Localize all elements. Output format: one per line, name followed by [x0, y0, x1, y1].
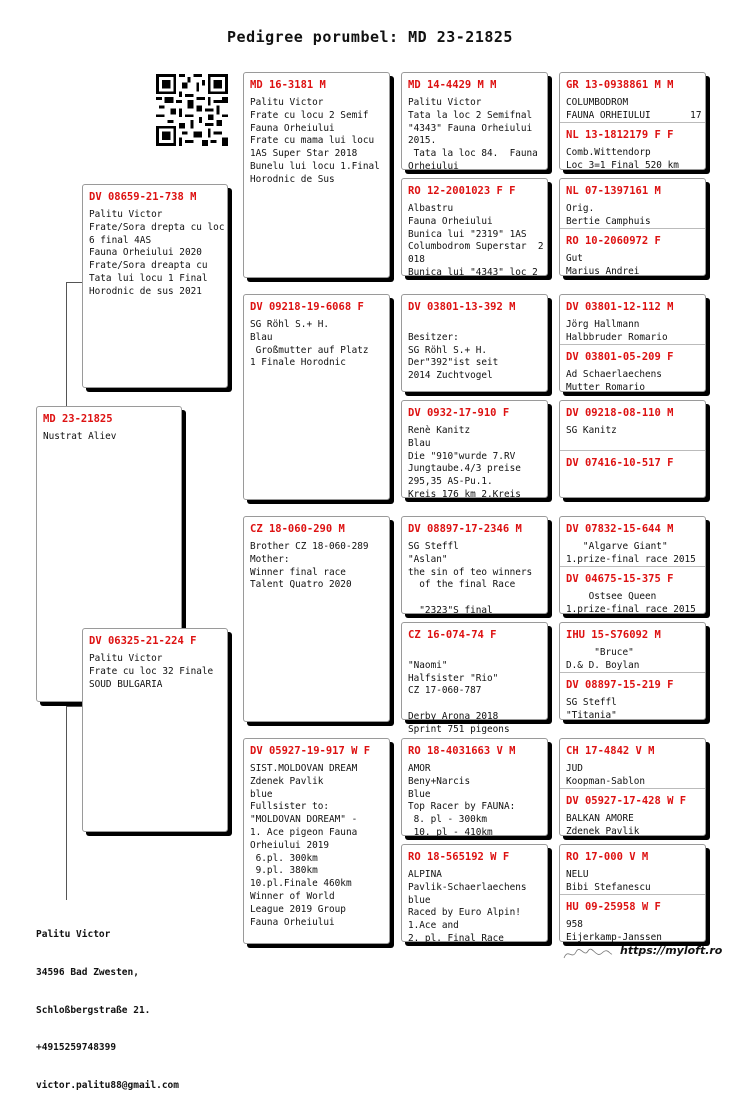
brand-link[interactable]: https://myloft.ro — [620, 944, 723, 957]
pigeon-info-line: Palitu Victor — [89, 653, 163, 664]
pedigree-card-pair[interactable] — [559, 400, 706, 498]
pigeon-ring-id: RO 18-4031663 V M — [408, 745, 516, 757]
pedigree-card-pair[interactable] — [559, 178, 706, 276]
pedigree-card-pair[interactable] — [559, 72, 706, 170]
pigeon-info-line: FAUNA ORHEIULUI 17 — [566, 109, 702, 121]
pigeon-ring-id: NL 13-1812179 F F — [566, 129, 674, 141]
pigeon-info-line: Sprint 751 pigeons — [408, 723, 510, 735]
pigeon-info-line: 295,35 AS-Pu.1. — [408, 476, 493, 488]
pigeon-ring-id: DV 08659-21-738 M — [89, 191, 197, 203]
pigeon-info-line: "Titania" — [566, 709, 617, 721]
pigeon-info-line: Besitzer: — [408, 331, 459, 343]
pigeon-info-line: Eijerkamp-Janssen — [566, 931, 662, 943]
pigeon-ring-id: MD 16-3181 M — [250, 79, 326, 91]
pigeon-ring-id: NL 07-1397161 M — [566, 185, 661, 197]
sire-card[interactable] — [82, 184, 228, 388]
pigeon-info-line: the sin of teo winners — [408, 566, 533, 578]
pigeon-info-line: Mutter Romario — [566, 381, 646, 393]
pigeon-info-line: "MOLDOVAN DOREAM" - — [250, 814, 358, 826]
pigeon-info-line: SG Steffl — [566, 697, 617, 708]
sire-section[interactable] — [560, 845, 705, 894]
grandparent-card[interactable] — [243, 738, 390, 944]
sire-section[interactable] — [560, 623, 705, 672]
pigeon-info-line: 1.prize-final race 2015 — [566, 553, 696, 565]
contact-line: 34596 Bad Zwesten, — [36, 966, 139, 978]
pigeon-info-line: Blau — [250, 331, 273, 343]
pigeon-info-line: "Algarve Giant" — [566, 541, 668, 552]
pigeon-info-line — [408, 647, 541, 660]
pigeon-ring-id: RO 12-2001023 F F — [408, 185, 516, 197]
pigeon-info-line: D.& D. Boylan — [566, 659, 640, 671]
breeder-contact — [36, 904, 179, 1105]
pigeon-info-line: JUD — [566, 763, 583, 774]
pigeon-info-line: Renè Kanitz — [408, 425, 471, 436]
great-grandparent-card[interactable] — [401, 178, 548, 276]
pigeon-info-line — [408, 592, 541, 605]
pigeon-ring-id: DV 04675-15-375 F — [566, 573, 674, 585]
pigeon-info-line: Halbbruder Romario — [566, 331, 668, 343]
tree-connector — [66, 706, 82, 707]
pigeon-info-line: 958 — [566, 919, 583, 930]
pigeon-ring-id: DV 07832-15-644 M — [566, 523, 674, 535]
qr-code — [156, 74, 228, 146]
grandparent-card[interactable] — [243, 294, 390, 500]
pigeon-info-line: Bertie Camphuis — [566, 215, 651, 227]
dam-section[interactable] — [560, 122, 705, 172]
pigeon-info-line: Orig. — [566, 203, 595, 214]
pigeon-info-line: Jörg Hallmann — [566, 319, 640, 330]
pigeon-info-line: Nustrat Aliev — [43, 431, 117, 442]
pigeon-info-line: Ostsee Queen — [566, 591, 657, 602]
pigeon-ring-id: DV 07416-10-517 F — [566, 457, 674, 469]
pigeon-ring-id: CZ 16-074-74 F — [408, 629, 497, 641]
pigeon-ring-id: RO 10-2060972 F — [566, 235, 661, 247]
pigeon-info-line: 8. pl - 300km — [408, 814, 488, 826]
pigeon-info-line: Zdenek Pavlik — [566, 825, 640, 837]
tree-connector — [66, 706, 67, 900]
pigeon-info-line: Fauna Orheiului — [250, 916, 335, 928]
pigeon-info-line: Frate cu mama lui locu — [250, 135, 375, 147]
pigeon-info-line: Columbodrom Superstar 2 — [408, 241, 544, 253]
pigeon-info-line: Die "910"wurde 7.RV — [408, 450, 516, 462]
pigeon-ring-id: CZ 18-060-290 M — [250, 523, 345, 535]
pigeon-info-line: COLUMBODROM — [566, 97, 629, 108]
grandparent-card[interactable] — [243, 72, 390, 278]
pigeon-info-line: Kreis 176 km 2.Kreis — [408, 488, 521, 500]
dam-section[interactable] — [560, 228, 705, 278]
pigeon-info-line: Raced by Euro Alpin! — [408, 907, 521, 919]
page-title: Pedigree porumbel: MD 23-21825 — [227, 28, 513, 46]
pigeon-info-line: 1AS Super Star 2018 — [250, 148, 358, 160]
pigeon-info-line: Blau — [408, 437, 431, 449]
pigeon-info-line: 1.prize-final race 2015 — [566, 603, 696, 615]
pigeon-info-line: League 2019 Group — [250, 903, 346, 915]
pigeon-info-line: Fullsister to: — [250, 801, 330, 813]
pigeon-info-line: Pavlik-Schaerlaechens — [408, 881, 527, 893]
pigeon-info-line: 10.pl.Finale 460km — [250, 878, 352, 890]
pigeon-info-line: Albastru — [408, 203, 454, 214]
pedigree-card-pair[interactable] — [559, 738, 706, 836]
pigeon-info-line: 1. Ace pigeon Fauna — [250, 826, 358, 838]
pigeon-info-line: 2015. — [408, 135, 437, 147]
pigeon-info-line: Jungtaube.4/3 preise — [408, 463, 521, 475]
pigeon-ring-id: MD 23-21825 — [43, 413, 113, 425]
pigeon-ring-id: HU 09-25958 W F — [566, 901, 661, 913]
pigeon-info-line: Horodnic de Sus — [250, 173, 335, 185]
contact-line: Palitu Victor — [36, 929, 111, 940]
sire-section[interactable] — [560, 739, 705, 788]
tree-connector — [66, 282, 82, 283]
dam-section[interactable] — [560, 894, 705, 944]
pigeon-info-line — [408, 319, 541, 332]
pigeon-ring-id: DV 08897-17-2346 M — [408, 523, 522, 535]
pigeon-info-line: Frate/Sora drepta cu loc — [89, 221, 225, 233]
signature-icon — [562, 946, 614, 962]
pigeon-info-line: SG Röhl S.+ H. — [408, 344, 488, 356]
pigeon-info-line: Orheiului — [408, 160, 459, 172]
pigeon-info-line: 1.Ace and — [408, 920, 459, 932]
pigeon-ring-id: DV 09218-08-110 M — [566, 407, 674, 419]
pigeon-info-line: SG Kanitz — [566, 425, 617, 436]
sire-section[interactable] — [560, 73, 705, 122]
dam-section[interactable] — [560, 788, 705, 838]
pigeon-info-line: Zdenek Pavlik — [250, 775, 324, 787]
pigeon-info-line: Der"392"ist seit — [408, 357, 499, 369]
pigeon-ring-id: IHU 15-S76092 M — [566, 629, 661, 641]
pigeon-info-line: 2. pl. Final Race — [408, 932, 504, 944]
pedigree-card-pair[interactable] — [559, 294, 706, 392]
tree-connector — [66, 282, 67, 408]
pigeon-info-line: Horodnic de sus 2021 — [89, 285, 202, 297]
pigeon-info-line: Frate/Sora dreapta cu — [89, 260, 208, 272]
great-grandparent-card[interactable] — [401, 738, 548, 836]
pigeon-info-line: "Aslan" — [408, 553, 448, 565]
pigeon-info-line: NELU — [566, 869, 589, 880]
pigeon-info-line: Orheiului 2019 — [250, 839, 330, 851]
pigeon-info-line: SG Steffl — [408, 541, 459, 552]
pigeon-info-line: Winner of World — [250, 890, 335, 902]
pigeon-info-line: 6.pl. 300km — [250, 852, 318, 864]
pigeon-ring-id: DV 06325-21-224 F — [89, 635, 197, 647]
great-grandparent-card[interactable] — [401, 294, 548, 392]
pigeon-ring-id: GR 13-0938861 M M — [566, 79, 674, 91]
pigeon-info-line: Derby Arona 2018 — [408, 710, 499, 722]
pigeon-info-line: Bunelu lui locu 1.Final — [250, 160, 380, 172]
pigeon-info-line: Gut — [566, 253, 583, 264]
pigeon-info-line: Mother: — [250, 553, 290, 565]
pigeon-ring-id: DV 08897-15-219 F — [566, 679, 674, 691]
sire-section[interactable] — [560, 517, 705, 566]
pigeon-info-line: Palitu Victor — [89, 209, 163, 220]
pigeon-ring-id: DV 05927-19-917 W F — [250, 745, 371, 757]
pigeon-ring-id: DV 03801-05-209 F — [566, 351, 674, 363]
pigeon-info-line: Winner final race — [250, 566, 346, 578]
pigeon-ring-id: DV 05927-17-428 W F — [566, 795, 687, 807]
dam-section[interactable] — [560, 450, 705, 500]
pigeon-info-line: 10. pl - 410km — [408, 826, 493, 838]
pigeon-info-line: 9.pl. 380km — [250, 865, 318, 877]
pigeon-ring-id: MD 14-4429 M M — [408, 79, 497, 91]
great-grandparent-card[interactable] — [401, 400, 548, 498]
great-grandparent-card[interactable] — [401, 516, 548, 614]
pigeon-info-line: blue — [250, 788, 273, 800]
pigeon-info-line: Fauna Orheiului — [408, 215, 493, 227]
pigeon-info-line: Marius Andrei — [566, 265, 640, 277]
pigeon-info-line: Palitu Victor — [408, 97, 482, 108]
great-grandparent-card[interactable] — [401, 72, 548, 170]
pigeon-info-line: "Bruce" — [566, 647, 634, 658]
pigeon-info-line: Talent Quatro 2020 — [250, 579, 352, 591]
pigeon-info-line: Frate cu loc 32 Finale — [89, 665, 214, 677]
pigeon-ring-id: DV 03801-12-112 M — [566, 301, 674, 313]
pigeon-info-line: SOUD BULGARIA — [89, 678, 163, 690]
pigeon-ring-id: DV 09218-19-6068 F — [250, 301, 364, 313]
sire-section[interactable] — [560, 179, 705, 228]
pigeon-info-line: ALPINA — [408, 869, 442, 880]
pedigree-card-pair[interactable] — [559, 844, 706, 942]
pigeon-info-line: Tata la loc 2 Semifnal — [408, 109, 533, 121]
pigeon-info-line: Frate cu locu 2 Semif — [250, 109, 369, 121]
pigeon-info-line: Top Racer by FAUNA: — [408, 801, 516, 813]
pigeon-info-line: Brother CZ 18-060-289 — [250, 541, 369, 552]
pigeon-ring-id: CH 17-4842 V M — [566, 745, 655, 757]
pigeon-info-line: Ad Schaerlaechens — [566, 369, 662, 380]
pigeon-info-line: Loc 3=1 Final 520 km — [566, 159, 679, 171]
pigeon-info-line: 2014 Zuchtvogel — [408, 370, 493, 382]
pigeon-info-line: 6 final 4AS — [89, 234, 152, 246]
pigeon-info-line — [408, 698, 541, 711]
great-grandparent-card[interactable] — [401, 622, 548, 735]
pigeon-info-line: Tata lui locu 1 Final — [89, 272, 208, 284]
pigeon-info-line: Blue — [408, 788, 431, 800]
grandparent-card[interactable] — [243, 516, 390, 722]
pigeon-info-line: Tata la loc 84. Fauna — [408, 148, 538, 160]
pigeon-info-line: Comb.Wittendorp — [566, 147, 651, 158]
pigeon-info-line: 1 Finale Horodnic — [250, 357, 346, 369]
pigeon-ring-id: DV 0932-17-910 F — [408, 407, 510, 419]
pedigree-card-pair[interactable] — [559, 516, 706, 614]
pigeon-info-line: Halfsister "Rio" — [408, 672, 499, 684]
dam-card[interactable] — [82, 628, 228, 832]
pigeon-info-line: "Naomi" — [408, 659, 448, 671]
pigeon-info-line: Bunica lui "2319" 1AS — [408, 228, 527, 240]
sire-section[interactable] — [560, 295, 705, 344]
pedigree-card-pair[interactable] — [559, 622, 706, 720]
pigeon-info-line: blue — [408, 894, 431, 906]
pigeon-info-line: SG Röhl S.+ H. — [250, 319, 330, 330]
contact-line: +4915259748399 — [36, 1042, 117, 1054]
contact-line: victor.palitu88@gmail.com — [36, 1080, 179, 1092]
pigeon-info-line: Koopman-Sablon — [566, 775, 646, 787]
dam-section[interactable] — [560, 566, 705, 616]
pigeon-info-line: 018 — [408, 254, 425, 266]
pigeon-info-line: AMOR — [408, 763, 431, 774]
pigeon-info-line: BALKAN AMORE — [566, 813, 634, 824]
contact-line: Schloßbergstraße 21. — [36, 1004, 151, 1016]
dam-section[interactable] — [560, 672, 705, 722]
pigeon-info-line: Bibi Stefanescu — [566, 881, 651, 893]
pigeon-info-line: Fauna Orheiului 2020 — [89, 247, 202, 259]
pigeon-info-line: "2323"S final — [408, 604, 493, 616]
pigeon-info-line: Palitu Victor — [250, 97, 324, 108]
pigeon-ring-id: RO 18-565192 W F — [408, 851, 510, 863]
dam-section[interactable] — [560, 344, 705, 394]
pigeon-info-line: Beny+Narcis — [408, 775, 471, 787]
pigeon-info-line: CZ 17-060-787 — [408, 685, 482, 697]
pigeon-info-line: Bunica lui "4343" loc 2 — [408, 266, 538, 278]
pigeon-ring-id: RO 17-000 V M — [566, 851, 649, 863]
pigeon-info-line: Fauna Orheiului — [250, 122, 335, 134]
great-grandparent-card[interactable] — [401, 844, 548, 942]
pigeon-info-line: SIST.MOLDOVAN DREAM — [250, 763, 358, 774]
pigeon-ring-id: DV 03801-13-392 M — [408, 301, 516, 313]
pigeon-info-line: "4343" Fauna Orheiului — [408, 122, 533, 134]
pigeon-info-line: of the final Race — [408, 579, 516, 591]
pigeon-info-line: Großmutter auf Platz — [250, 344, 369, 356]
sire-section[interactable] — [560, 401, 705, 450]
